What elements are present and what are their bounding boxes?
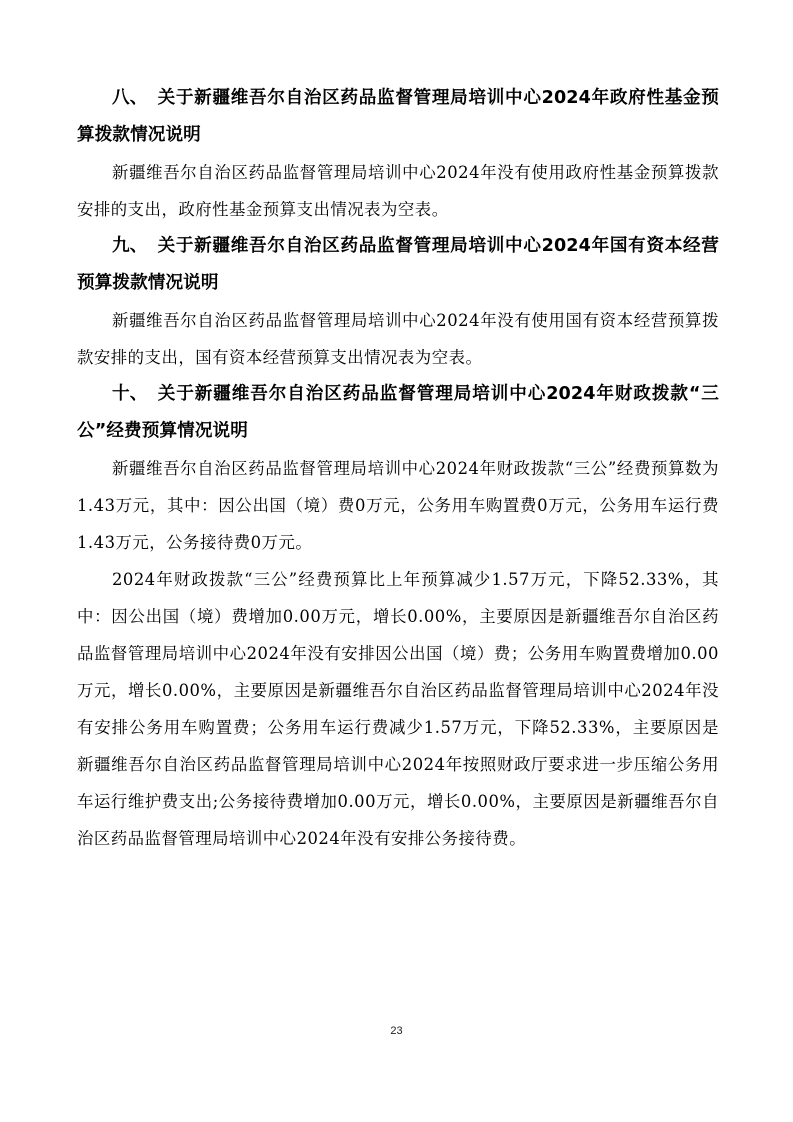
section-number: 八、 xyxy=(112,88,148,108)
body-paragraph: 新疆维吾尔自治区药品监督管理局培训中心2024年没有使用国有资本经营预算拨款安排的支出，国有资本经营预算支出情况表为空表。 xyxy=(77,311,719,367)
section-heading xyxy=(77,228,719,302)
body-paragraph: 新疆维吾尔自治区药品监督管理局培训中心2024年财政拨款“三公”经费预算数为1.43万元，其中：因公出国（境）费0万元，公务用车购置费0万元，公务用车运行费1.43万元，公务接待费0万元。 xyxy=(77,459,719,552)
section-number: 十、 xyxy=(112,384,148,404)
section-heading xyxy=(77,80,719,154)
section-title: 关于新疆维吾尔自治区药品监督管理局培训中心2024年国有资本经营预算拨款情况说明 xyxy=(77,236,719,293)
document-page xyxy=(77,80,719,857)
section-10 xyxy=(77,376,719,857)
section-number: 九、 xyxy=(112,236,148,256)
body-paragraph: 新疆维吾尔自治区药品监督管理局培训中心2024年没有使用政府性基金预算拨款安排的支出，政府性基金预算支出情况表为空表。 xyxy=(77,163,719,219)
section-title: 关于新疆维吾尔自治区药品监督管理局培训中心2024年财政拨款“三公”经费预算情况说明 xyxy=(77,384,719,441)
section-heading xyxy=(77,376,719,450)
body-paragraph: 2024年财政拨款“三公”经费预算比上年预算减少1.57万元，下降52.33%，其中：因公出国（境）费增加0.00万元，增长0.00%，主要原因是新疆维吾尔自治区药品监督管理局培训中心2024年没有安排因公出国（境）费；公务用车购置费增加0.00万元，增长0.00%，主要原因是新疆维吾尔自治区药品监督管理局培训中心2024年没有安排公务用车购置费；公务用车运行费减少1.57万元，下降52.33%，主要原因是新疆维吾尔自治区药品监督管理局培训中心2024年按照财政厅要求进一步压缩公务用车运行维护费支出;公务接待费增加0.00万元，增长0.00%，主要原因是新疆维吾尔自治区药品监督管理局培训中心2024年没有安排公务接待费。 xyxy=(77,570,719,848)
page-number: 23 xyxy=(390,1025,403,1037)
section-title: 关于新疆维吾尔自治区药品监督管理局培训中心2024年政府性基金预算拨款情况说明 xyxy=(77,88,719,145)
section-8 xyxy=(77,80,719,228)
section-9 xyxy=(77,228,719,376)
